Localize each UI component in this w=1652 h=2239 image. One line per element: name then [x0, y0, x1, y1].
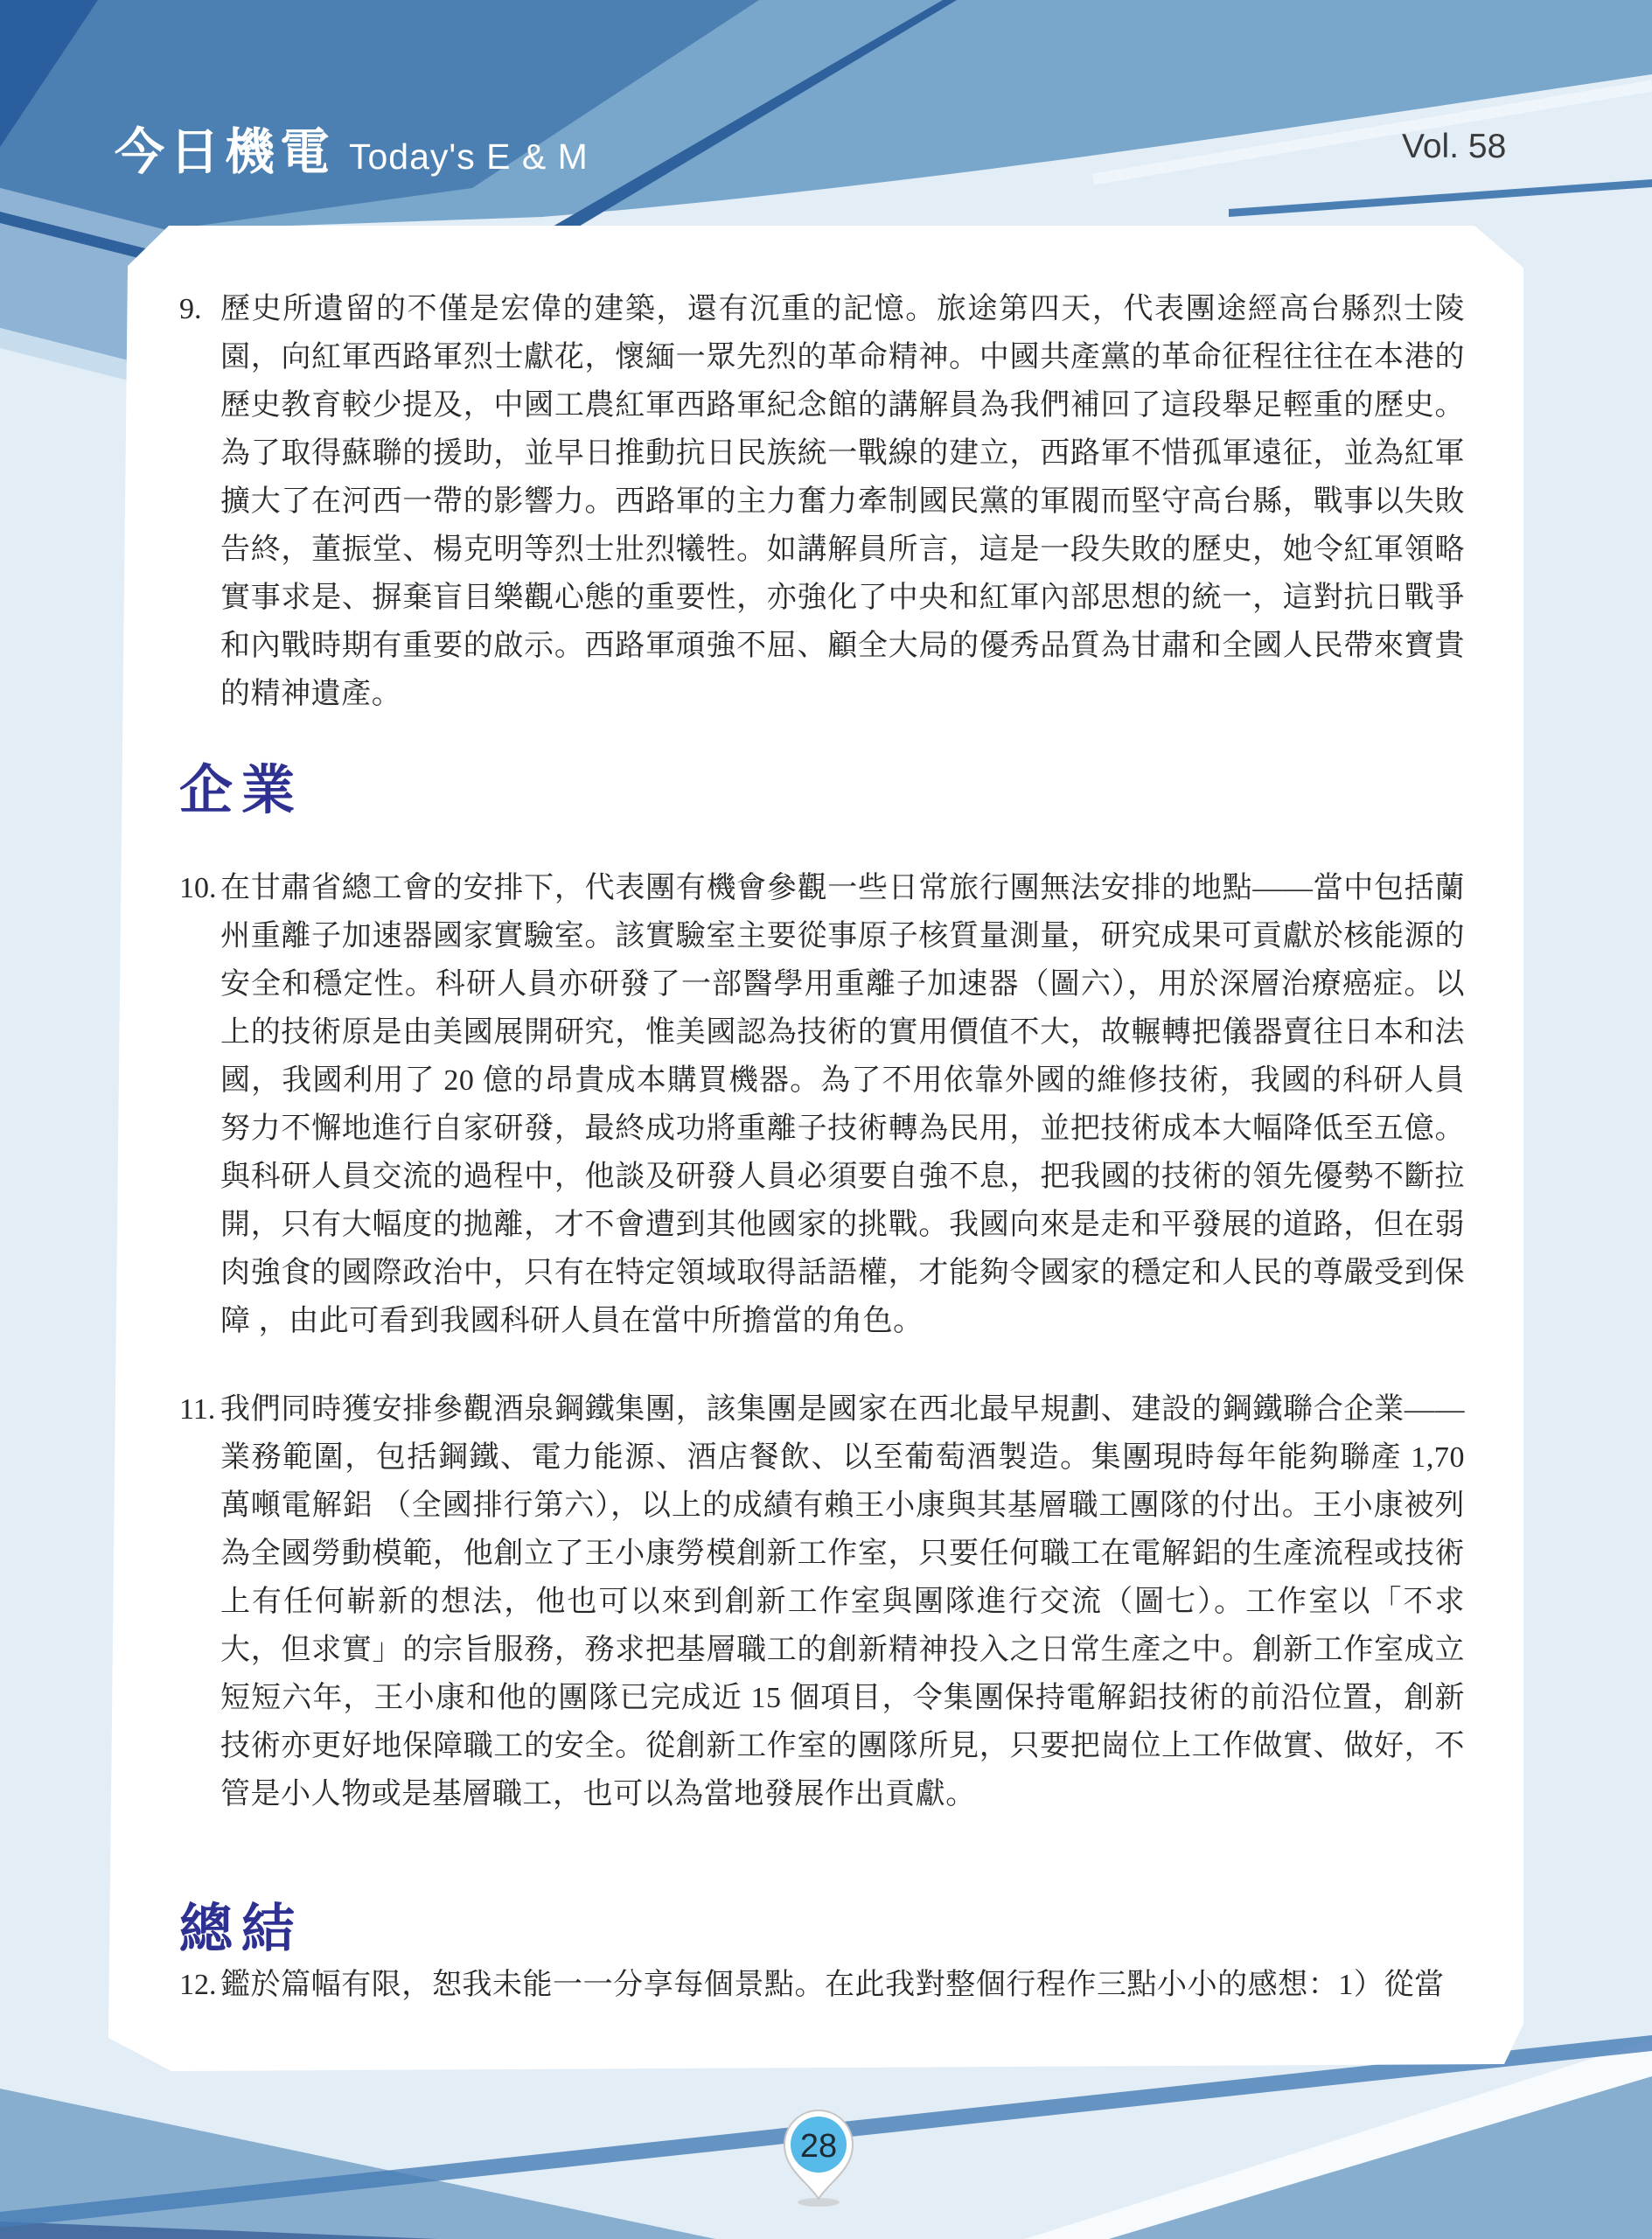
- paragraph-text: 我們同時獲安排參觀酒泉鋼鐵集團，該集團是國家在西北最早規劃、建設的鋼鐵聯合企業——業務範圍，包括鋼鐵、電力能源、酒店餐飲、以至葡萄酒製造。集團現時每年能夠聯產 1,70 萬噸電解鋁 （全國排行第六），以上的成績有賴王小康與其基層職工團隊的付出。王小康被列為全國勞動模範，他創立了王小康勞模創新工作室，只要任何職工在電解鋁的生產流程或技術上有任何嶄新的想法，他也可以來到創新工作室與團隊進行交流（圖七）。工作室以「不求大，但求實」的宗旨服務，務求把基層職工的創新精神投入之日常生產之中。創新工作室成立短短六年，王小康和他的團隊已完成近 15 個項目，令集團保持電解鋁技術的前沿位置，創新技術亦更好地保障職工的安全。從創新工作室的團隊所見，只要把崗位上工作做實、做好，不管是小人物或是基層職工，也可以為當地發展作出貢獻。: [220, 1393, 1465, 1810]
- paragraph-12: [179, 1961, 1465, 2009]
- paragraph-number: 10.: [179, 872, 217, 904]
- paragraph-11: [179, 1385, 1465, 1818]
- masthead-title-cjk: 今日機電: [115, 124, 335, 180]
- paragraph-text: 鑑於篇幅有限，恕我未能一一分享每個景點。在此我對整個行程作三點小小的感想：1）從當: [220, 1969, 1445, 2001]
- volume-label: Vol. 58: [1402, 128, 1507, 165]
- paragraph-number: 12.: [179, 1969, 217, 2001]
- paragraph-10: [179, 864, 1465, 1345]
- masthead-title-latin: Today's E & M: [349, 136, 589, 177]
- paragraph-text: 在甘肅省總工會的安排下，代表團有機會參觀一些日常旅行團無法安排的地點——當中包括蘭州重離子加速器國家實驗室。該實驗室主要從事原子核質量測量，研究成果可貢獻於核能源的安全和穩定性。科研人員亦研發了一部醫學用重離子加速器（圖六），用於深層治療癌症。以上的技術原是由美國展開研究，惟美國認為技術的實用價值不大，故輾轉把儀器賣往日本和法國，我國利用了 20 億的昂貴成本購買機器。為了不用依靠外國的維修技術，我國的科研人員努力不懈地進行自家研發，最終成功將重離子技術轉為民用，並把技術成本大幅降低至五億。與科研人員交流的過程中，他談及研發人員必須要自強不息，把我國的技術的領先優勢不斷拉開，只有大幅度的拋離，才不會遭到其他國家的挑戰。我國向來是走和平發展的道路，但在弱肉強食的國際政治中，只有在特定領域取得話語權，才能夠令國家的穩定和人民的尊嚴受到保障 ，由此可看到我國科研人員在當中所擔當的角色。: [220, 872, 1465, 1337]
- masthead: [115, 112, 589, 184]
- section-heading-enterprise: 企業: [179, 762, 304, 820]
- paragraph-9: [179, 285, 1465, 718]
- paragraph-number: 9.: [179, 293, 202, 325]
- paragraph-number: 11.: [179, 1393, 216, 1426]
- page-number: 28: [799, 2128, 838, 2165]
- section-heading-summary: 總結: [179, 1901, 304, 1959]
- paragraph-text: 歷史所遺留的不僅是宏偉的建築，還有沉重的記憶。旅途第四天，代表團途經高台縣烈士陵園，向紅軍西路軍烈士獻花，懷緬一眾先烈的革命精神。中國共產黨的革命征程往往在本港的歷史教育較少提及，中國工農紅軍西路軍紀念館的講解員為我們補回了這段舉足輕重的歷史。為了取得蘇聯的援助，並早日推動抗日民族統一戰線的建立，西路軍不惜孤軍遠征，並為紅軍擴大了在河西一帶的影響力。西路軍的主力奮力牽制國民黨的軍閥而堅守高台縣，戰事以失敗告終，董振堂、楊克明等烈士壯烈犧牲。如講解員所言，這是一段失敗的歷史，她令紅軍領略實事求是、摒棄盲目樂觀心態的重要性，亦強化了中央和紅軍內部思想的統一，這對抗日戰爭和內戰時期有重要的啟示。西路軍頑強不屈、顧全大局的優秀品質為甘肅和全國人民帶來寶貴的精神遺產。: [220, 293, 1465, 710]
